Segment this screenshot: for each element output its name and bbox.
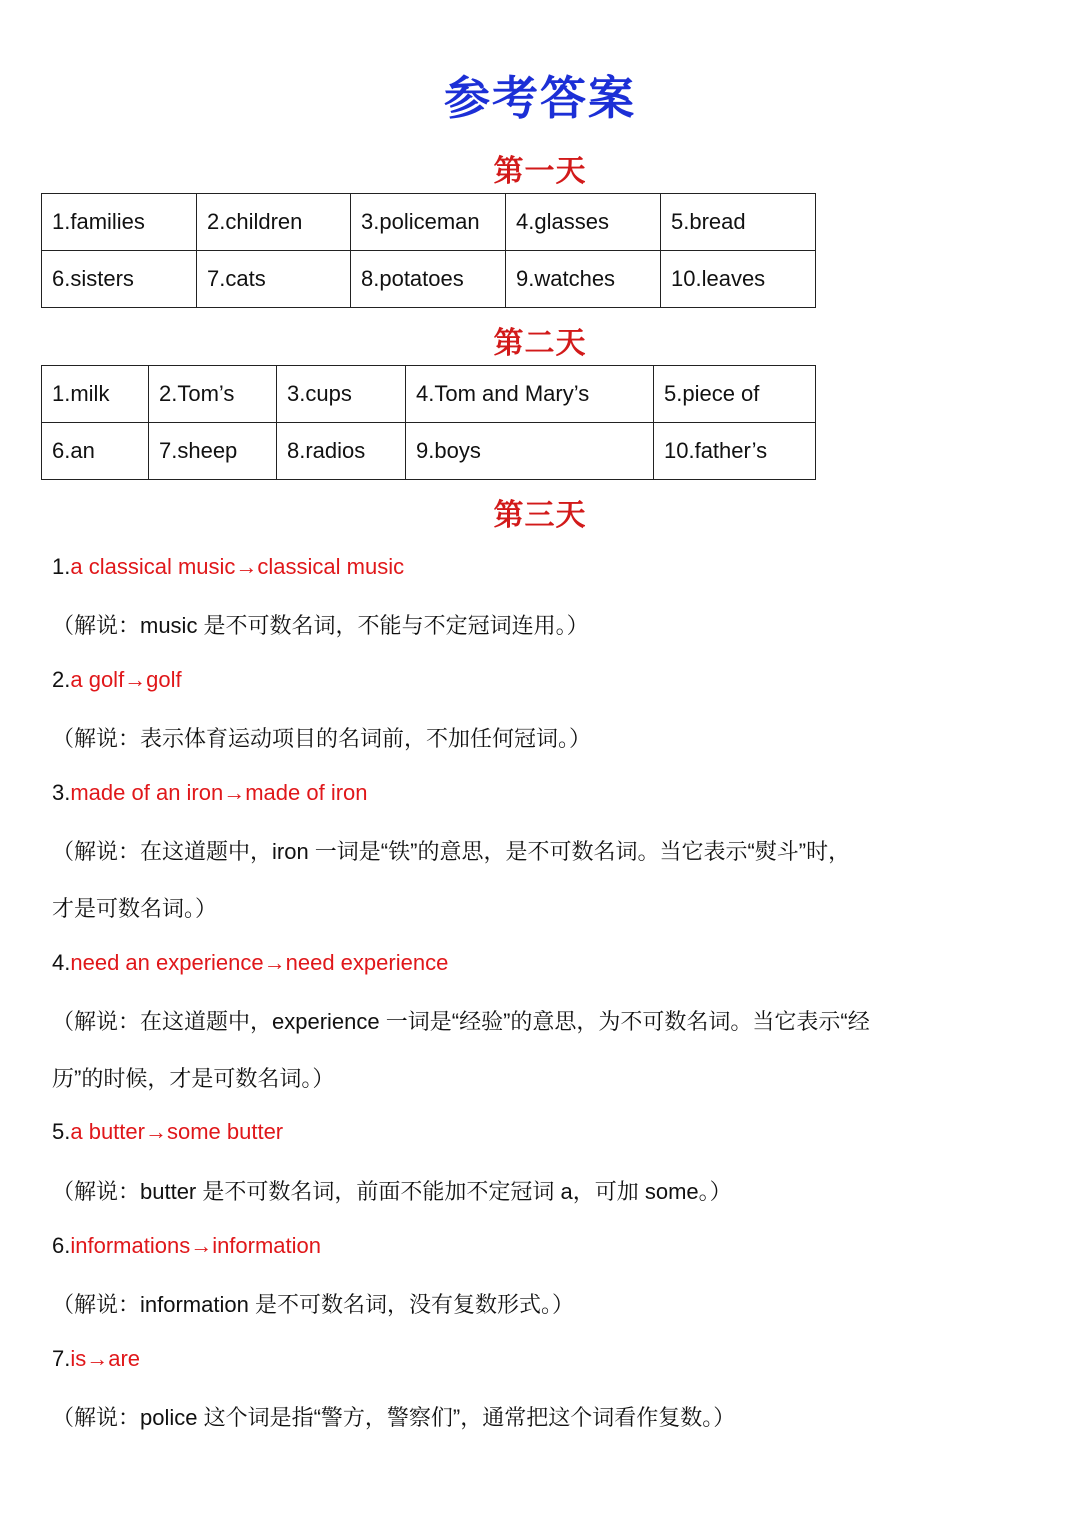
correction-text: a golf→golf <box>70 667 182 692</box>
day-1-heading: 第一天 <box>493 154 587 189</box>
table-cell: 4.Tom and Mary’s <box>406 366 654 423</box>
correction-item <box>52 667 182 693</box>
item-number: 7. <box>52 1346 71 1371</box>
correction-text: made of an iron→made of iron <box>70 780 368 805</box>
table-cell: 7.cats <box>197 251 351 308</box>
correction-item <box>52 950 448 976</box>
table-cell: 6.an <box>42 423 149 480</box>
item-number: 2. <box>52 667 71 692</box>
table-cell: 8.potatoes <box>351 251 506 308</box>
explanation-text: 才是可数名词。） <box>52 896 218 921</box>
table-row <box>42 366 816 423</box>
item-number: 1. <box>52 554 71 579</box>
explanation-text: （解说：在这道题中，iron 一词是“铁”的意思，是不可数名词。当它表示“熨斗”时， <box>52 839 851 864</box>
table-cell: 10.father’s <box>654 423 816 480</box>
correction-item <box>52 780 368 806</box>
item-number: 5. <box>52 1119 71 1144</box>
table-row <box>42 194 816 251</box>
table-cell: 7.sheep <box>149 423 277 480</box>
table-cell: 3.policeman <box>351 194 506 251</box>
explanation-text: 历”的时候，才是可数名词。） <box>52 1066 335 1091</box>
table-cell: 1.families <box>42 194 197 251</box>
item-number: 3. <box>52 780 71 805</box>
correction-item <box>52 554 404 580</box>
correction-text: informations→information <box>70 1233 322 1258</box>
day-1-answer-table <box>41 193 816 308</box>
table-row <box>42 423 816 480</box>
table-cell: 4.glasses <box>506 194 661 251</box>
table-cell: 5.bread <box>661 194 816 251</box>
explanation-text: （解说：表示体育运动项目的名词前，不加任何冠词。） <box>52 726 592 751</box>
correction-text: is→are <box>70 1346 141 1371</box>
day-2-heading: 第二天 <box>493 326 587 361</box>
correction-item <box>52 1119 283 1145</box>
correction-text: a classical music→classical music <box>70 554 405 579</box>
table-cell: 2.children <box>197 194 351 251</box>
table-row <box>42 251 816 308</box>
table-cell: 1.milk <box>42 366 149 423</box>
table-cell: 6.sisters <box>42 251 197 308</box>
item-number: 4. <box>52 950 71 975</box>
table-cell: 8.radios <box>277 423 406 480</box>
explanation-text: （解说：butter 是不可数名词，前面不能加不定冠词 a，可加 some。） <box>52 1179 732 1204</box>
explanation-text: （解说：在这道题中，experience 一词是“经验”的意思，为不可数名词。当它表示“经 <box>52 1009 870 1034</box>
table-cell: 10.leaves <box>661 251 816 308</box>
explanation-text: （解说：police 这个词是指“警方，警察们”，通常把这个词看作复数。） <box>52 1405 736 1430</box>
explanation-text: （解说：information 是不可数名词，没有复数形式。） <box>52 1292 574 1317</box>
correction-item <box>52 1233 321 1259</box>
table-cell: 3.cups <box>277 366 406 423</box>
day-3-heading: 第三天 <box>493 498 587 533</box>
correction-text: need an experience→need experience <box>70 950 449 975</box>
table-cell: 5.piece of <box>654 366 816 423</box>
correction-text: a butter→some butter <box>70 1119 284 1144</box>
item-number: 6. <box>52 1233 71 1258</box>
table-cell: 9.watches <box>506 251 661 308</box>
table-cell: 2.Tom’s <box>149 366 277 423</box>
day-2-answer-table <box>41 365 816 480</box>
page-title: 参考答案 <box>444 71 636 125</box>
table-cell: 9.boys <box>406 423 654 480</box>
correction-item <box>52 1346 140 1372</box>
explanation-text: （解说：music 是不可数名词，不能与不定冠词连用。） <box>52 613 589 638</box>
